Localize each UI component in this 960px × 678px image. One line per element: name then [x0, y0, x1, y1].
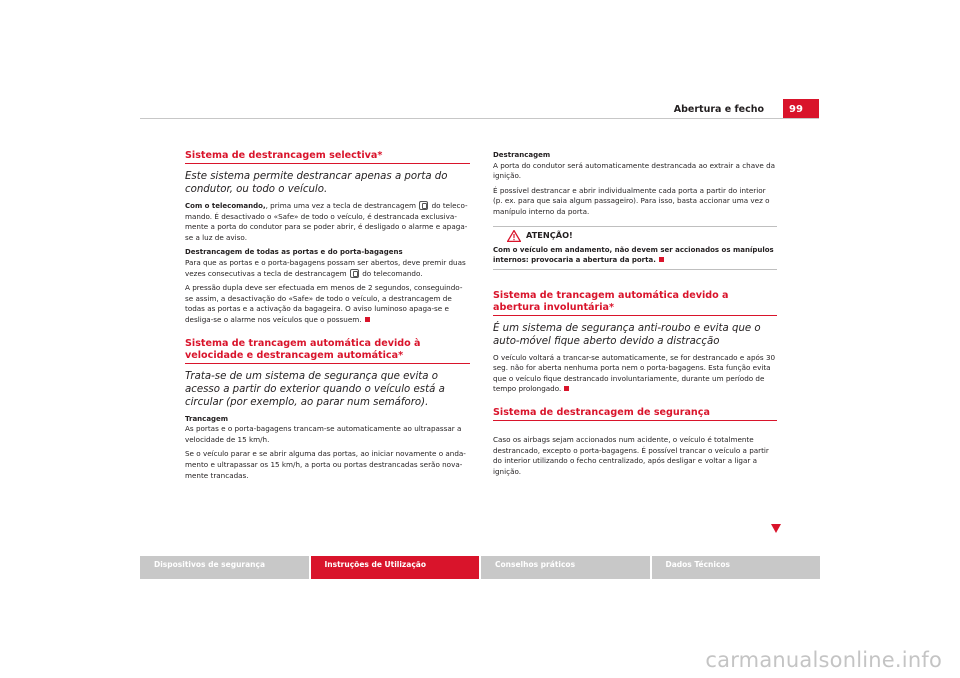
paragraph-text: do telecomando. [362, 268, 423, 278]
end-of-section-icon [365, 317, 370, 322]
left-column [185, 150, 470, 485]
unlock-key-icon [419, 201, 428, 210]
paragraph-text: Para que as portas e o porta-bagagens possam ser abertos, deve premir duas vezes consecutivas a tecla de destrancagem [185, 257, 466, 278]
paragraph-text: , prima uma vez a tecla de destrancagem [265, 201, 417, 210]
next-page-arrow-icon[interactable] [771, 524, 781, 533]
warning-title: ATENÇÃO! [526, 230, 573, 241]
header-rule [140, 118, 819, 119]
paragraph: Se o veículo parar e se abrir alguma das portas, ao iniciar novamente o anda-mento e ultrapassar os 15 km/h, a porta ou portas destrancadas serão nova-mente trancadas. [185, 449, 466, 480]
header-title: Abertura e fecho [673, 104, 764, 115]
footer-tab-practical-tips[interactable]: Conselhos práticos [481, 556, 650, 579]
paragraph: A porta do condutor será automaticamente destrancada ao extrair a chave da ignição. [493, 160, 776, 181]
spacer [493, 282, 777, 290]
footer-nav [140, 556, 820, 579]
paragraph: É possível destrancar e abrir individualmente cada porta a partir do interior (p. ex. para que saia algum passageiro). Para isso, basta accionar uma vez o manípulo interno da porta. [493, 185, 770, 216]
paragraph-text: O veículo voltará a trancar-se automaticamente, se for destrancado e após 30 seg. não for aberta nenhuma porta nem o porta-bagagens. Esta função evita que o veículo fique destrancado involuntariamente, durante um período de tempo prolongado. [493, 352, 776, 394]
warning-header [493, 230, 777, 242]
subheading: Trancagem [185, 414, 229, 423]
warning-text [493, 245, 777, 265]
warning-text-body: Com o veículo em andamento, não devem ser accionados os manípulos internos: provocaria a abertura da porta. [493, 245, 774, 264]
unlock-key-icon [350, 269, 359, 278]
watermark: carmanualsonline.info [705, 648, 942, 672]
page-number: 99 [783, 99, 819, 119]
section-intro: Trata-se de um sistema de segurança que evita o acesso a partir do exterior quando o veículo está a circular (por exemplo, ao parar num semáforo). [185, 370, 445, 408]
spacer [185, 330, 470, 338]
paragraph-text: A pressão dupla deve ser efectuada em menos de 2 segundos, conseguindo-se assim, a desactivação do «Safe» de todo o veículo, a destrancagem de todas as portas e a activação da bagageira. O aviso luminoso apaga-se e desliga-se o alarme nos veículos que o possuem. [185, 283, 463, 324]
section-intro: Este sistema permite destrancar apenas a porta do condutor, ou todo o veículo. [185, 171, 448, 195]
subheading: Destrancagem de todas as portas e do porta-bagagens [185, 248, 403, 257]
warning-triangle-icon [507, 230, 521, 242]
section-heading-auto-relock: Sistema de trancagem automática devido a abertura involuntária* [493, 290, 777, 316]
footer-tab-operating-instructions[interactable]: Instruções de Utilização [311, 556, 480, 579]
warning-box [493, 226, 777, 270]
paragraph [185, 258, 470, 279]
end-of-section-icon [564, 386, 569, 391]
spacer [493, 427, 777, 435]
paragraph: Caso os airbags sejam accionados num acidente, o veículo é totalmente destrancado, excepto o porta-bagagens. É possível trancar o veículo a partir do interior utilizando o fecho centralizado, após desligar e voltar a ligar a ignição. [493, 434, 769, 476]
section-heading-selective-unlock: Sistema de destrancagem selectiva* [185, 150, 470, 164]
spacer [493, 399, 777, 407]
paragraph [185, 201, 470, 243]
paragraph [493, 353, 777, 395]
right-column [493, 150, 777, 481]
footer-tab-safety-devices[interactable]: Dispositivos de segurança [140, 556, 309, 579]
paragraph-lead: Com o telecomando, [185, 202, 266, 210]
subheading: Destrancagem [493, 151, 551, 159]
paragraph [185, 283, 470, 325]
paragraph-text: do teleco-mando. É desactivado o «Safe» de todo o veículo, é destrancada exclusiva-mente a porta do condutor para se poder abrir, é desligado o alarme e apaga-se a luz de aviso. [185, 201, 468, 242]
paragraph: As portas e o porta-bagagens trancam-se automaticamente ao ultrapassar a velocidade de 15 km/h. [185, 424, 462, 444]
section-intro: É um sistema de segurança anti-roubo e evita que o auto-móvel fique aberto devido a distracção [493, 322, 761, 347]
section-heading-safety-unlock: Sistema de destrancagem de segurança [493, 407, 777, 421]
end-of-section-icon [659, 257, 664, 262]
section-heading-speed-lock: Sistema de trancagem automática devido à velocidade e destrancagem automática* [185, 338, 470, 364]
footer-tab-technical-data[interactable]: Dados Técnicos [652, 556, 821, 579]
